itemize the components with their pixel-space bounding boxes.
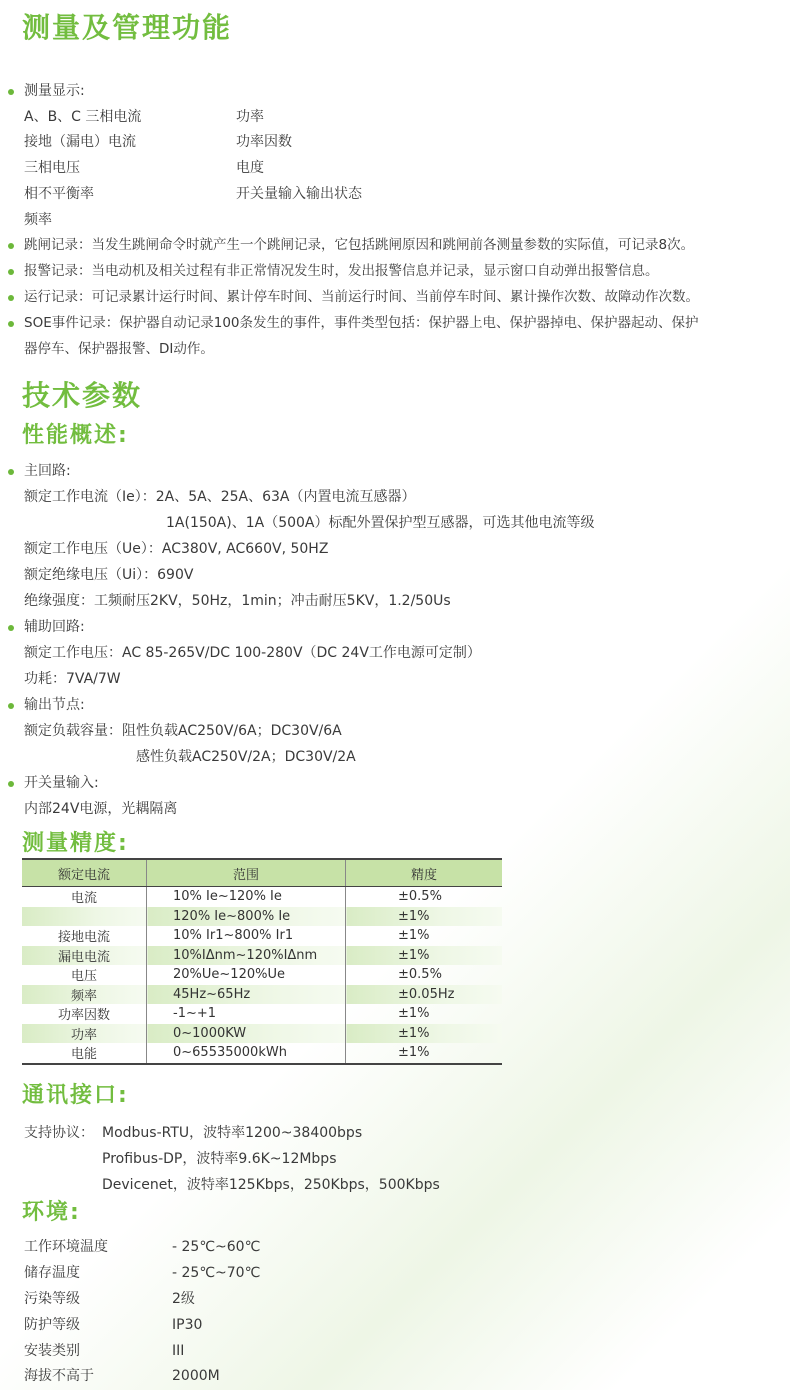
- bullet-icon: [8, 703, 14, 709]
- table-cell: 0~1000KW: [147, 1024, 346, 1044]
- rated-current: 额定工作电流（Ie）：2A、5A、25A、63A（内置电流互感器）: [24, 489, 416, 505]
- table-cell: 45Hz~65Hz: [147, 985, 346, 1005]
- display-item: 接地（漏电）电流: [24, 134, 136, 150]
- table-cell: ±1%: [346, 926, 503, 946]
- table-row: [22, 1043, 502, 1064]
- table-cell: 电流: [70, 891, 97, 907]
- section-title-tech: 技术参数: [22, 379, 143, 412]
- aux-circuit-label: 辅助回路:: [24, 619, 85, 635]
- bullet-icon: [8, 321, 14, 327]
- table-cell: ±1%: [346, 946, 503, 966]
- comm-protocol: Devicenet，波特率125Kbps，250Kbps，500Kbps: [102, 1177, 440, 1193]
- table-cell: 接地电流: [57, 930, 110, 946]
- switch-input-desc: 内部24V电源，光耦隔离: [24, 801, 178, 817]
- env-label: 防护等级: [24, 1317, 80, 1333]
- bullet-icon: [8, 469, 14, 475]
- table-row: [22, 1024, 502, 1044]
- env-title: 环境:: [22, 1200, 81, 1225]
- table-cell: ±0.5%: [346, 965, 503, 985]
- table-cell: 电压: [70, 969, 97, 985]
- precision-table: [22, 858, 502, 1065]
- display-item: A、B、C 三相电流: [24, 109, 142, 125]
- display-item: 三相电压: [24, 160, 80, 176]
- switch-input-label: 开关量输入:: [24, 775, 99, 791]
- env-label: 安装类别: [24, 1343, 80, 1359]
- main-circuit-label: 主回路:: [24, 463, 71, 479]
- table-cell: 漏电电流: [22, 946, 147, 966]
- table-header-row: [22, 859, 502, 887]
- table-cell: ±1%: [346, 907, 503, 927]
- comm-protocol: Modbus-RTU，波特率1200~38400bps: [102, 1125, 363, 1141]
- table-cell: 120% Ie~800% Ie: [147, 907, 346, 927]
- bullet-icon: [8, 89, 14, 95]
- bullet-icon: [8, 625, 14, 631]
- comm-protocol: Profibus-DP，波特率9.6K~12Mbps: [102, 1151, 337, 1167]
- table-cell: ±0.5%: [346, 887, 503, 907]
- table-row: [22, 965, 502, 985]
- display-label: 测量显示:: [24, 83, 85, 99]
- table-cell: 0~65535000kWh: [147, 1043, 346, 1064]
- table-row: [22, 1004, 502, 1024]
- run-record: 运行记录：可记录累计运行时间、累计停车时间、当前运行时间、当前停车时间、累计操作次数、故障动作次数。: [24, 289, 699, 305]
- table-row: [22, 926, 502, 946]
- table-cell: [22, 907, 147, 927]
- table-cell: 10% Ie~120% Ie: [147, 887, 346, 907]
- env-label: 污染等级: [24, 1291, 80, 1307]
- display-item: 相不平衡率: [24, 186, 94, 202]
- display-item: 功率: [236, 109, 264, 125]
- comm-title: 通讯接口:: [22, 1083, 129, 1108]
- env-value: - 25℃~70℃: [172, 1265, 261, 1281]
- power-consumption: 功耗：7VA/7W: [24, 671, 121, 687]
- display-item: 电度: [236, 160, 264, 176]
- table-row: [22, 985, 502, 1005]
- soe-record-line2: 器停车、保护器报警、DI动作。: [24, 341, 214, 357]
- table-header-cell: 精度: [346, 859, 503, 887]
- table-row: [22, 887, 502, 907]
- table-cell: ±1%: [346, 1043, 503, 1064]
- env-value: - 25℃~60℃: [172, 1239, 261, 1255]
- table-cell: 频率: [22, 985, 147, 1005]
- bullet-icon: [8, 243, 14, 249]
- bullet-icon: [8, 295, 14, 301]
- table-cell: ±1%: [346, 1004, 503, 1024]
- display-item: 频率: [24, 212, 52, 228]
- table-cell: 10% Ir1~800% Ir1: [147, 926, 346, 946]
- table-row: [22, 946, 502, 966]
- insulation-voltage: 额定绝缘电压（Ui）：690V: [24, 567, 194, 583]
- env-value: IP30: [172, 1317, 203, 1333]
- table-cell: 功率: [22, 1024, 147, 1044]
- display-item: 功率因数: [236, 134, 292, 150]
- env-value: III: [172, 1343, 185, 1359]
- load-capacity: 额定负载容量：阻性负载AC250V/6A；DC30V/6A: [24, 723, 342, 739]
- alarm-record: 报警记录：当电动机及相关过程有非正常情况发生时，发出报警信息并记录，显示窗口自动弹出报警信息。: [24, 263, 659, 279]
- insulation-strength: 绝缘强度：工频耐压2KV，50Hz，1min；冲击耐压5KV，1.2/50Us: [24, 593, 451, 609]
- table-row: [22, 907, 502, 927]
- table-header-cell: 额定电流: [22, 859, 147, 887]
- env-label: 工作环境温度: [24, 1239, 108, 1255]
- rated-voltage: 额定工作电压（Ue）：AC380V, AC660V, 50HZ: [24, 541, 329, 557]
- bullet-icon: [8, 269, 14, 275]
- table-cell: 10%IΔnm~120%IΔnm: [147, 946, 346, 966]
- section-title-measure: 测量及管理功能: [22, 11, 233, 44]
- table-cell: 电能: [22, 1043, 147, 1064]
- output-label: 输出节点:: [24, 697, 85, 713]
- load-capacity-inductive: 感性负载AC250V/2A；DC30V/2A: [136, 749, 356, 765]
- display-item: 开关量输入输出状态: [236, 186, 362, 202]
- table-cell: 20%Ue~120%Ue: [147, 965, 346, 985]
- rated-current-ext: 1A(150A)、1A（500A）标配外置保护型互感器，可选其他电流等级: [166, 515, 595, 531]
- env-label: 海拔不高于: [24, 1368, 94, 1384]
- perf-title: 性能概述:: [22, 423, 129, 448]
- precision-title: 测量精度:: [22, 831, 129, 856]
- comm-label: 支持协议：: [24, 1125, 94, 1141]
- env-value: 2000M: [172, 1368, 220, 1384]
- table-cell: 功率因数: [57, 1008, 110, 1024]
- table-cell: ±0.05Hz: [346, 985, 503, 1005]
- env-value: 2级: [172, 1291, 195, 1307]
- trip-record: 跳闸记录：当发生跳闸命令时就产生一个跳闸记录，它包括跳闸原因和跳闸前各测量参数的实际值，可记录8次。: [24, 237, 695, 253]
- aux-voltage: 额定工作电压：AC 85-265V/DC 100-280V（DC 24V工作电源可定制）: [24, 645, 481, 661]
- soe-record-line1: SOE事件记录：保护器自动记录100条发生的事件，事件类型包括：保护器上电、保护器掉电、保护器起动、保护: [24, 315, 699, 331]
- table-cell: -1~+1: [147, 1004, 346, 1024]
- env-label: 储存温度: [24, 1265, 80, 1281]
- bullet-icon: [8, 781, 14, 787]
- table-header-cell: 范围: [147, 859, 346, 887]
- table-cell: ±1%: [346, 1024, 503, 1044]
